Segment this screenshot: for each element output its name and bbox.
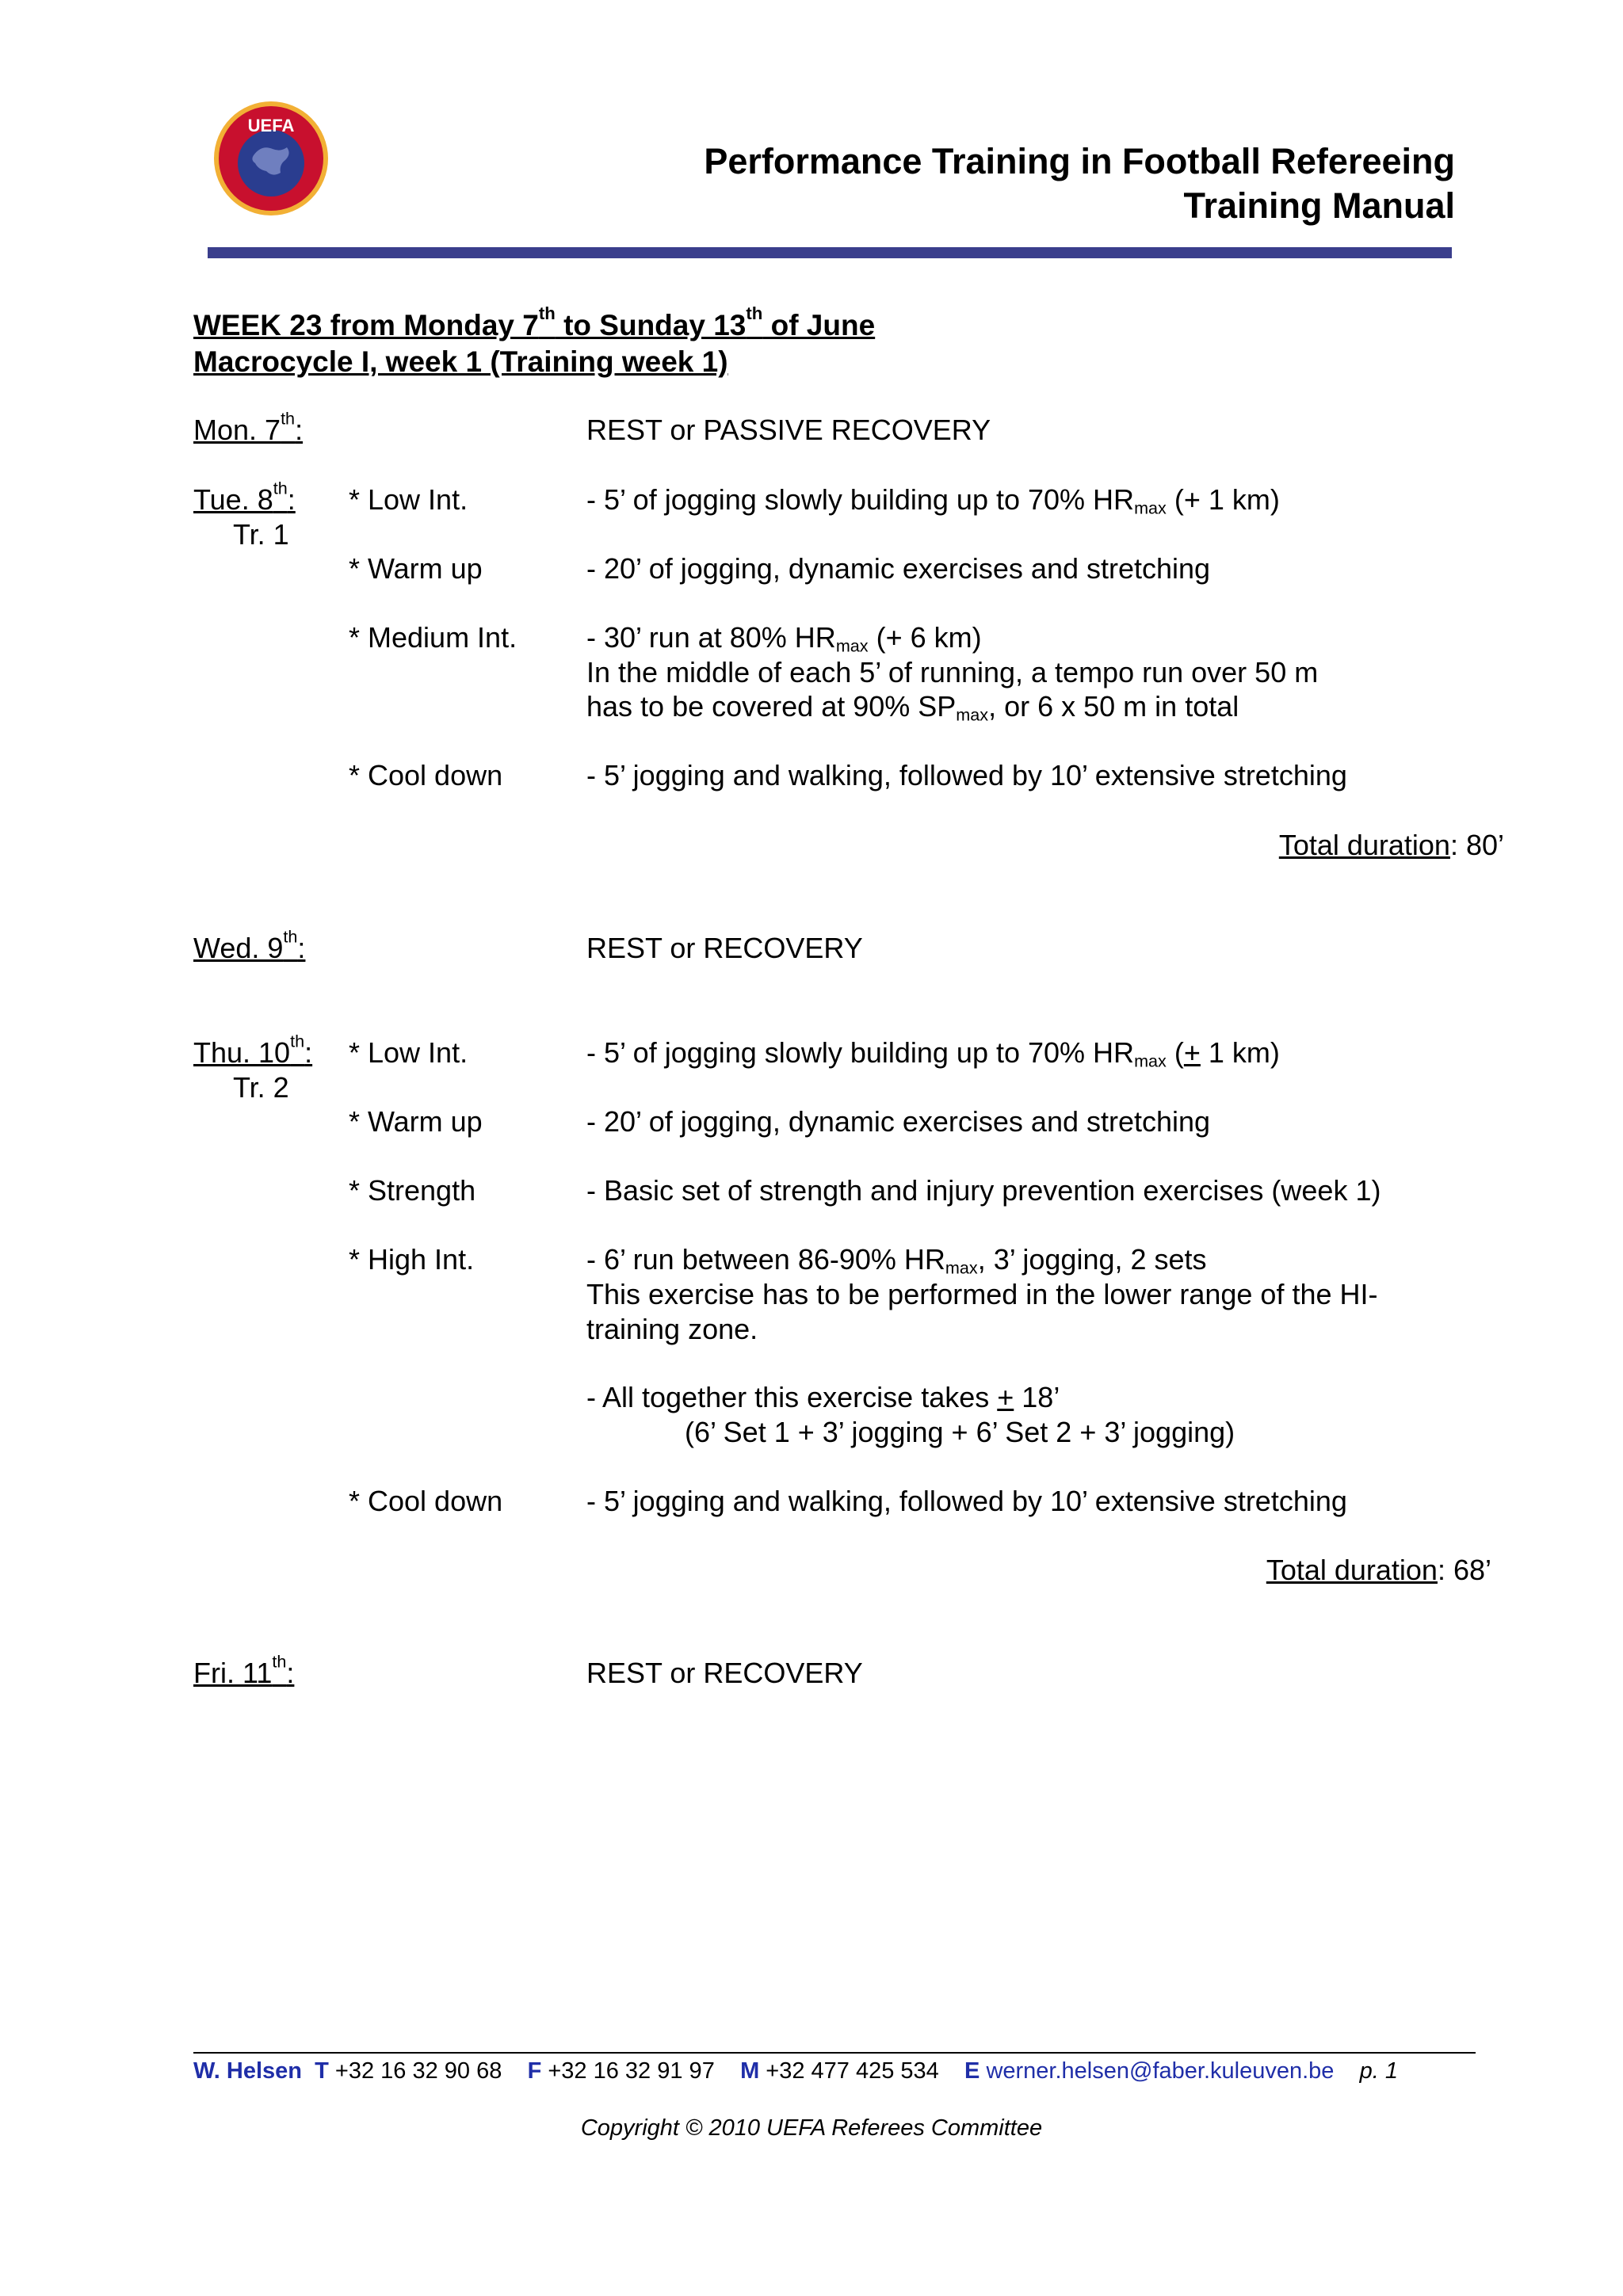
thu-low-int-desc: - 5’ of jogging slowly building up to 70% $HR_{max}$ (+ 1 km) xyxy=(586,1036,1280,1071)
tue-medium-int-desc: - 30’ run at 80% $HR_{max}$ (+ 6 km) xyxy=(586,621,982,656)
thu-high-int-label: * High Int. xyxy=(349,1243,475,1276)
tue-medium-int-label: * Medium Int. xyxy=(349,621,517,654)
thu-high-int-desc: - 6’ run between 86-90% $HR_{max}$, 3’ jogging, 2 sets xyxy=(586,1243,1207,1278)
thu-total-duration: Total duration: 68’ xyxy=(1266,1554,1491,1586)
thu-strength-desc: - Basic set of strength and injury prevention exercises (week 1) xyxy=(586,1174,1381,1207)
page-number: p. 1 xyxy=(1359,2058,1399,2084)
tue-low-int-desc: - 5’ of jogging slowly building up to 70% $HR_{max}$ (+ 1 km) xyxy=(586,483,1280,518)
thu-low-int-label: * Low Int. xyxy=(349,1036,468,1069)
tue-cool-down-desc: - 5’ jogging and walking, followed by 10’ extensive stretching xyxy=(586,759,1347,791)
thu-cool-down-desc: - 5’ jogging and walking, followed by 10’ extensive stretching xyxy=(586,1485,1347,1517)
thu-training-number: Tr. 2 xyxy=(233,1071,289,1104)
tue-low-int-label: * Low Int. xyxy=(349,483,468,516)
week-subtitle: Macrocycle I, week 1 (Training week 1) xyxy=(193,345,728,378)
day-label-fri: Fri. 11th: xyxy=(193,1651,295,1689)
wed-activity: REST or RECOVERY xyxy=(586,932,863,964)
thu-high-int-line2: This exercise has to be performed in the lower range of the HI- xyxy=(586,1278,1378,1310)
tue-medium-int-line2: In the middle of each 5’ of running, a tempo run over 50 m xyxy=(586,656,1319,688)
logo-text: UEFA xyxy=(247,116,295,135)
footer-email-link[interactable]: werner.helsen@faber.kuleuven.be xyxy=(980,2058,1335,2084)
copyright: Copyright © 2010 UEFA Referees Committee xyxy=(580,2115,1043,2141)
footer-mobile: +32 477 425 534 xyxy=(759,2058,939,2084)
tue-cool-down-label: * Cool down xyxy=(349,759,503,791)
document-subtitle: Training Manual xyxy=(1183,185,1455,226)
day-label-tue: Tue. 8th: xyxy=(193,478,296,516)
tue-medium-int-line3: has to be covered at 90% $SP_{max}$, or 6 x 50 m in total xyxy=(586,690,1239,725)
thu-high-int-line5: (6’ Set 1 + 3’ jogging + 6’ Set 2 + 3’ jogging) xyxy=(685,1416,1235,1448)
thu-warm-up-label: * Warm up xyxy=(349,1105,483,1138)
uefa-logo xyxy=(212,100,330,217)
day-label-wed: Wed. 9th: xyxy=(193,926,306,964)
document-title: Performance Training in Football Refereeing xyxy=(704,141,1455,181)
thu-strength-label: * Strength xyxy=(349,1174,476,1207)
thu-cool-down-label: * Cool down xyxy=(349,1485,503,1517)
day-label-mon: Mon. 7th: xyxy=(193,408,304,446)
mon-activity: REST or PASSIVE RECOVERY xyxy=(586,414,991,446)
thu-high-int-line3: training zone. xyxy=(586,1313,758,1345)
thu-high-int-line4: - All together this exercise takes + 18’ xyxy=(586,1381,1060,1413)
footer-phone: +32 16 32 90 68 xyxy=(328,2058,502,2084)
thu-warm-up-desc: - 20’ of jogging, dynamic exercises and stretching xyxy=(586,1105,1211,1138)
tue-total-duration: Total duration: 80’ xyxy=(1278,829,1504,861)
footer-contact: W. Helsen T +32 16 32 90 68 F +32 16 32 91 97 M +32 477 425 534 E werner.helsen@faber.kuleuven.be p. 1 xyxy=(193,2058,1399,2084)
fri-activity: REST or RECOVERY xyxy=(586,1657,863,1689)
tue-warm-up-label: * Warm up xyxy=(349,552,483,585)
tue-warm-up-desc: - 20’ of jogging, dynamic exercises and stretching xyxy=(586,552,1211,585)
footer-fax: +32 16 32 91 97 xyxy=(541,2058,715,2084)
day-label-thu: Thu. 10th: xyxy=(193,1031,313,1069)
week-title: WEEK 23 from Monday 7th to Sunday 13th of June xyxy=(193,303,876,341)
footer-name: W. Helsen xyxy=(193,2058,302,2084)
footer-rule xyxy=(193,2052,1476,2054)
tue-training-number: Tr. 1 xyxy=(233,518,289,551)
header-rule xyxy=(208,247,1452,258)
